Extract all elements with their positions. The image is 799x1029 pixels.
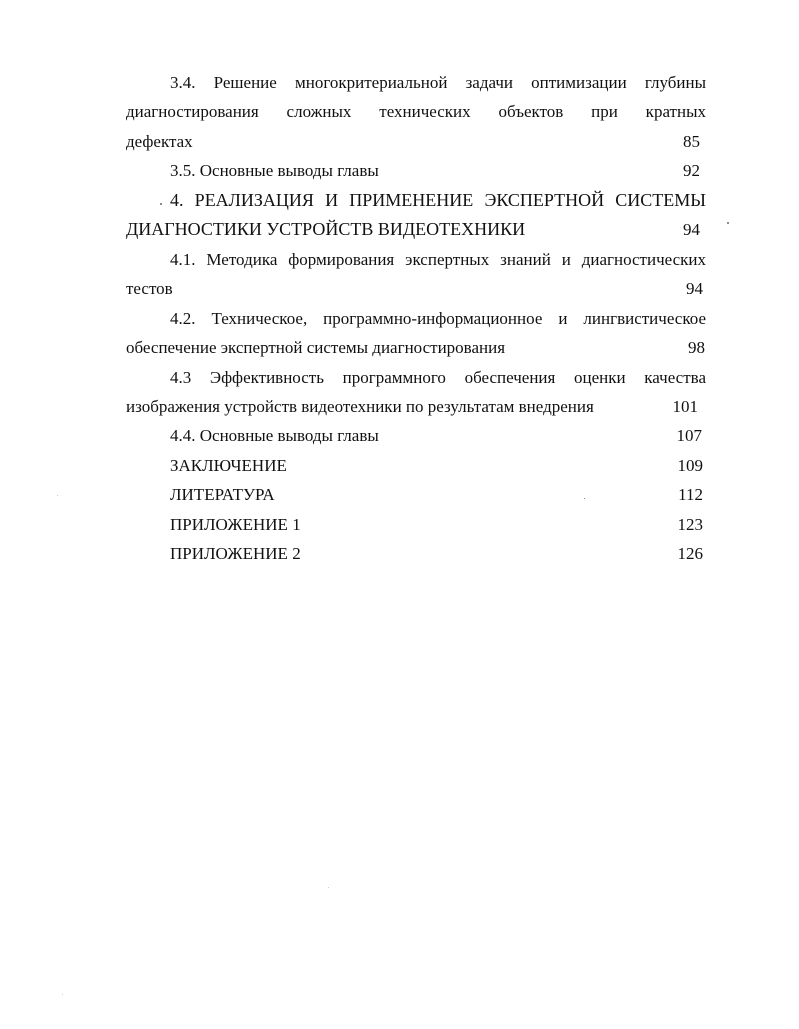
toc-chapter-4-line-2: ДИАГНОСТИКИ УСТРОЙСТВ ВИДЕОТЕХНИКИ: [126, 219, 526, 239]
toc-entry-4-1-line-2: тестов: [126, 279, 173, 298]
toc-entry-4-4: 4.4. Основные выводы главы: [170, 426, 379, 445]
scan-speck: [328, 887, 329, 888]
scan-speck: [57, 495, 58, 496]
toc-entry-appendix-2: ПРИЛОЖЕНИЕ 2: [170, 544, 301, 563]
toc-page-number: 85: [683, 132, 700, 151]
toc-entry-4-3-line-1: 4.3 Эффективность программного обеспечения оценки качества: [170, 368, 706, 387]
toc-entry-3-4-line-2: диагностирования сложных технических объектов при кратных: [126, 102, 706, 121]
toc-entry-3-5: 3.5. Основные выводы главы: [170, 161, 379, 180]
toc-page-number: 94: [686, 279, 703, 298]
toc-entry-4-2-line-2: обеспечение экспертной системы диагностирования: [126, 338, 506, 357]
toc-entry-4-2-line-1: 4.2. Техническое, программно-информационное и лингвистическое: [170, 309, 706, 328]
toc-page-number: 126: [677, 544, 703, 563]
toc-entry-4-3-line-2: изображения устройств видеотехники по результатам внедрения: [126, 397, 594, 416]
toc-page-number: 107: [676, 426, 702, 445]
toc-page-number: 101: [672, 397, 698, 416]
toc-page-number: 109: [677, 456, 703, 475]
toc-entry-3-4-line-3: дефектах: [126, 132, 193, 151]
toc-chapter-4-line-1: 4. РЕАЛИЗАЦИЯ И ПРИМЕНЕНИЕ ЭКСПЕРТНОЙ СИСТЕМЫ: [170, 190, 706, 210]
scan-speck: [584, 498, 585, 499]
toc-entry-3-4-line-1: 3.4. Решение многокритериальной задачи оптимизации глубины: [170, 73, 706, 92]
toc-page-number: 112: [678, 485, 703, 504]
toc-entry-literature: ЛИТЕРАТУРА: [170, 485, 275, 504]
toc-entry-conclusion: ЗАКЛЮЧЕНИЕ: [170, 456, 287, 475]
toc-page-number: 98: [688, 338, 705, 357]
toc-page-number: 92: [683, 161, 700, 180]
toc-page-number: 123: [677, 515, 703, 534]
toc-page-number: 94: [683, 220, 700, 239]
toc-entry-appendix-1: ПРИЛОЖЕНИЕ 1: [170, 515, 301, 534]
toc-entry-4-1-line-1: 4.1. Методика формирования экспертных знаний и диагностических: [170, 250, 706, 269]
scan-speck: [62, 994, 63, 995]
scan-speck: [727, 222, 729, 224]
scan-speck: [160, 203, 162, 205]
